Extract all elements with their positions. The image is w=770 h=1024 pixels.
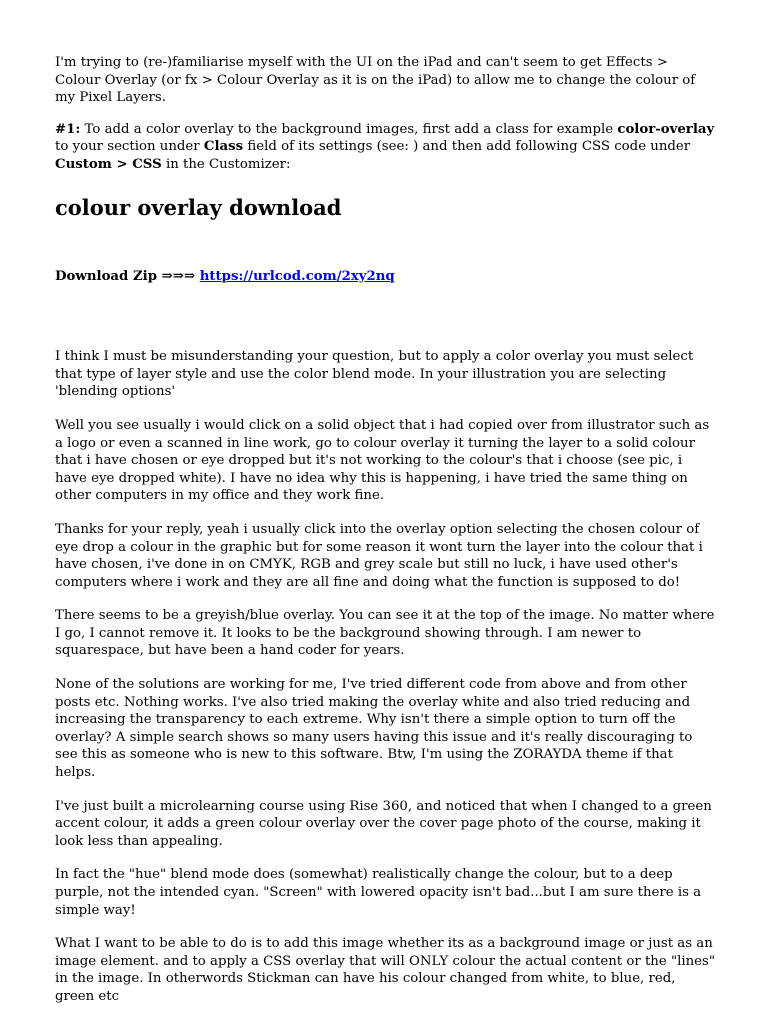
body-paragraph: Thanks for your reply, yeah i usually click into the overlay option selecting the chosen colour of eye drop a colour in the graphic but for some reason it wont turn the layer into the colour that i have chosen, i've done in on CMYK, RGB and grey scale but still no luck, i have used other's computers where i work and they are all fine and doing what the function is supposed to do! [55,521,703,590]
tip-text-2: to your section under [55,139,204,155]
tip-field-name: Class [203,139,244,155]
tip-class-name: color-overlay [617,121,715,137]
download-line [55,268,715,286]
body-paragraph: There seems to be a greyish/blue overlay. You can see it at the top of the image. No matter where I go, I cannot remove it. It looks to be the background showing through. I am newer to squarespace, but have been a hand coder for years. [55,608,715,659]
page-heading: colour overlay download [55,194,342,220]
document-page [55,54,715,1022]
download-label: Download Zip ⇒⇒⇒ [55,268,200,284]
body-paragraph: None of the solutions are working for me, I've tried different code from above and from other posts etc. Nothing works. I've also tried making the overlay white and also tried reducing and increasing the transparency to each extreme. Why isn't there a simple option to turn off the overlay? A simple search shows so many users having this issue and it's really discouraging to see this as someone who is new to this software. Btw, I'm using the ZORAYDA theme if that helps. [55,677,693,781]
body-paragraph: What I want to be able to do is to add this image whether its as a background image or just as an image element. and to apply a CSS overlay that will ONLY colour the actual content or the "lines" in the image. In otherwords Stickman can have his colour changed from white, to blue, red, green etc [55,936,715,1004]
body-paragraph: In fact the "hue" blend mode does (somewhat) realistically change the colour, but to a deep purple, not the intended cyan. "Screen" with lowered opacity isn't bad...but I am sure there is a simple way! [55,867,702,918]
tip-location: Custom > CSS [55,156,162,172]
body-paragraph: Well you see usually i would click on a solid object that i had copied over from illustrator such as a logo or even a scanned in line work, go to colour overlay it turning the layer to a solid colour that i have chosen or eye dropped but it's not working to the colour's that i choose (see pic, i have eye dropped white). I have no idea why this is happening, i have tried the same thing on other computers in my office and they work fine. [55,417,710,504]
tip-paragraph [55,121,715,174]
tip-text-3: field of its settings (see: ) and then add following CSS code under [243,139,691,155]
download-link[interactable]: https://urlcod.com/2xy2nq [199,268,395,284]
tip-text-4: in the Customizer: [161,156,291,172]
intro-paragraph: I'm trying to (re-)familiarise myself with the UI on the iPad and can't seem to get Effects > Colour Overlay (or fx > Colour Overlay as it is on the iPad) to allow me to change the colour of my Pixel Layers. [55,55,696,106]
tip-number: #1: [55,121,81,137]
tip-text-1: To add a color overlay to the background images, first add a class for example [80,121,618,137]
body-paragraph: I've just built a microlearning course using Rise 360, and noticed that when I changed to a green accent colour, it adds a green colour overlay over the cover page photo of the course, making it look less than appealing. [55,798,712,849]
body-paragraph: I think I must be misunderstanding your question, but to apply a color overlay you must select that type of layer style and use the color blend mode. In your illustration you are selecting 'blending options' [55,349,694,400]
